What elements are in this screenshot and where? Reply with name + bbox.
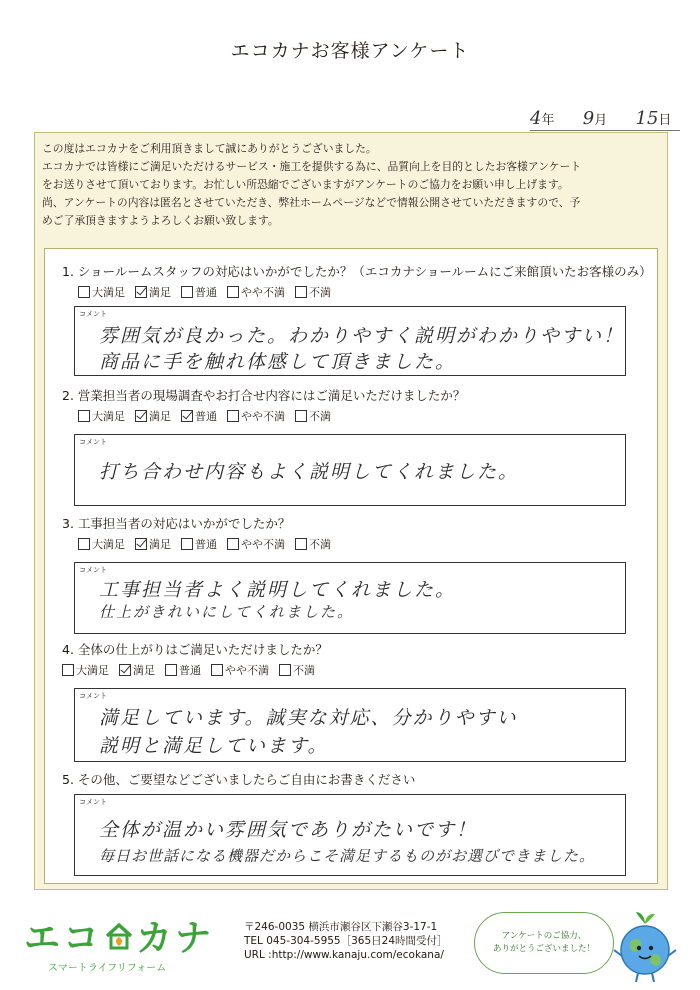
checkbox-very-satisfied[interactable] [62, 664, 74, 676]
option-label: やや不満 [241, 286, 285, 299]
checkbox-normal[interactable] [181, 538, 193, 550]
date-day-value: 15 [635, 108, 659, 129]
phone: TEL 045-304-5955［365日24時間受付］ [244, 935, 448, 947]
checkbox-dissatisfied[interactable] [295, 538, 307, 550]
contact-info [244, 920, 448, 962]
intro-line: この度はエコカナをご利用頂きまして誠にありがとうございました。 [42, 142, 377, 155]
checkbox-very-satisfied[interactable] [78, 410, 90, 422]
website-url[interactable]: URL :http://www.kanaju.com/ecokana/ [244, 949, 444, 961]
comment-box-q4[interactable] [74, 688, 626, 762]
logo-text-left: エコ [24, 918, 103, 959]
option-label: 不満 [293, 664, 315, 677]
option-label: 満足 [149, 410, 171, 423]
question-1: 1. ショールームスタッフの対応はいかがでしたか？（エコカナショールームにご来館頂いたお客様のみ） [62, 264, 652, 279]
logo-text-right: カナ [136, 918, 215, 959]
question-2: 2. 営業担当者の現場調査やお打合せ内容にはご満足いただけましたか？ [62, 388, 466, 403]
options-q1 [78, 284, 331, 300]
checkbox-dissatisfied[interactable] [295, 286, 307, 298]
comment-box-q3[interactable] [74, 562, 626, 634]
question-3: 3. 工事担当者の対応はいかがでしたか？ [62, 516, 291, 531]
option-label: 満足 [133, 664, 155, 677]
question-4: 4. 全体の仕上がりはご満足いただけましたか？ [62, 642, 328, 657]
comment-text: 説明と満足しています。 [99, 735, 329, 757]
checkbox-very-satisfied[interactable] [78, 286, 90, 298]
checkbox-dissatisfied[interactable] [295, 410, 307, 422]
date-day-unit: 日 [658, 113, 672, 128]
comment-text: 毎日お世話になる機器だからこそ満足するものがお選びできました。 [99, 847, 596, 865]
option-label: 不満 [309, 538, 331, 551]
option-label: やや不満 [241, 410, 285, 423]
address: 〒246-0035 横浜市瀬谷区下瀬谷3-17-1 [244, 921, 438, 933]
options-q2 [78, 408, 331, 424]
options-q3 [78, 536, 331, 552]
intro-line: をお送りさせて頂いております。お忙しい所恐縮でございますがアンケートのご協力をお願い申し上げます。 [42, 178, 569, 191]
checkbox-very-satisfied[interactable] [78, 538, 90, 550]
checkbox-somewhat-dissatisfied[interactable] [227, 286, 239, 298]
earth-mascot-icon [610, 906, 680, 984]
option-label: やや不満 [241, 538, 285, 551]
checkbox-satisfied[interactable] [119, 664, 131, 676]
checkbox-somewhat-dissatisfied[interactable] [227, 410, 239, 422]
option-label: 大満足 [92, 538, 125, 551]
comment-text: 商品に手を触れ体感して頂きました。 [99, 351, 457, 373]
option-label: 普通 [195, 286, 217, 299]
option-label: 不満 [309, 286, 331, 299]
option-label: 大満足 [76, 664, 109, 677]
date-month-unit: 月 [594, 113, 608, 128]
option-label: 普通 [179, 664, 201, 677]
thanks-bubble [474, 912, 614, 974]
comment-label: コメント [79, 310, 107, 318]
comment-text: 全体が温かい雰囲気でありがたいです！ [99, 819, 478, 841]
comment-text: 満足しています。誠実な対応、分かりやすい [99, 707, 518, 729]
comment-label: コメント [79, 438, 107, 446]
option-label: やや不満 [225, 664, 269, 677]
comment-box-q1[interactable] [74, 306, 626, 376]
date-field [530, 108, 680, 129]
option-label: 普通 [195, 538, 217, 551]
logo-tagline: スマートライフリフォーム [48, 963, 167, 974]
checkbox-somewhat-dissatisfied[interactable] [227, 538, 239, 550]
date-year-unit: 年 [541, 113, 555, 128]
date-month-value: 9 [582, 108, 595, 129]
intro-line: 尚、アンケートの内容は匿名とさせていただき、弊社ホームページなどで情報公開させていただきますので、予 [42, 196, 581, 209]
comment-box-q2[interactable] [74, 434, 626, 506]
comment-label: コメント [79, 566, 107, 574]
comment-text: 仕上がきれいにしてくれました。 [99, 603, 355, 621]
ecokana-logo [24, 910, 224, 974]
option-label: 満足 [149, 538, 171, 551]
checkbox-normal[interactable] [165, 664, 177, 676]
option-label: 大満足 [92, 286, 125, 299]
option-label: 大満足 [92, 410, 125, 423]
checkbox-satisfied[interactable] [135, 286, 147, 298]
option-label: 満足 [149, 286, 171, 299]
comment-label: コメント [79, 798, 107, 806]
options-q4 [62, 662, 315, 678]
comment-text: 打ち合わせ内容もよく説明してくれました。 [99, 461, 520, 483]
option-label: 不満 [309, 410, 331, 423]
checkbox-somewhat-dissatisfied[interactable] [211, 664, 223, 676]
checkbox-dissatisfied[interactable] [279, 664, 291, 676]
checkbox-normal[interactable] [181, 286, 193, 298]
page-title: エコカナお客様アンケート [230, 40, 470, 62]
checkbox-satisfied[interactable] [135, 538, 147, 550]
comment-label: コメント [79, 692, 107, 700]
intro-text [42, 140, 662, 230]
date-year-value: 4 [530, 108, 542, 129]
checkbox-normal[interactable] [181, 410, 193, 422]
comment-text: 雰囲気が良かった。わかりやすく説明がわかりやすい！ [99, 325, 625, 347]
option-label: 普通 [195, 410, 217, 423]
checkbox-satisfied[interactable] [135, 410, 147, 422]
bubble-line: ありがとうございました！ [492, 944, 595, 954]
house-leaf-icon [104, 922, 134, 950]
question-5: 5. その他、ご要望などございましたらご自由にお書きください [62, 772, 416, 787]
bubble-line: アンケートのご協力、 [501, 931, 587, 941]
intro-line: エコカナでは皆様にご満足いただけるサービス・施工を提供する為に、品質向上を目的としたお客様アンケート [42, 160, 582, 173]
comment-text: 工事担当者よく説明してくれました。 [99, 579, 457, 601]
footer [0, 900, 700, 990]
intro-line: めご了承頂きますようよろしくお願い致します。 [42, 214, 279, 227]
comment-box-q5[interactable] [74, 794, 626, 876]
